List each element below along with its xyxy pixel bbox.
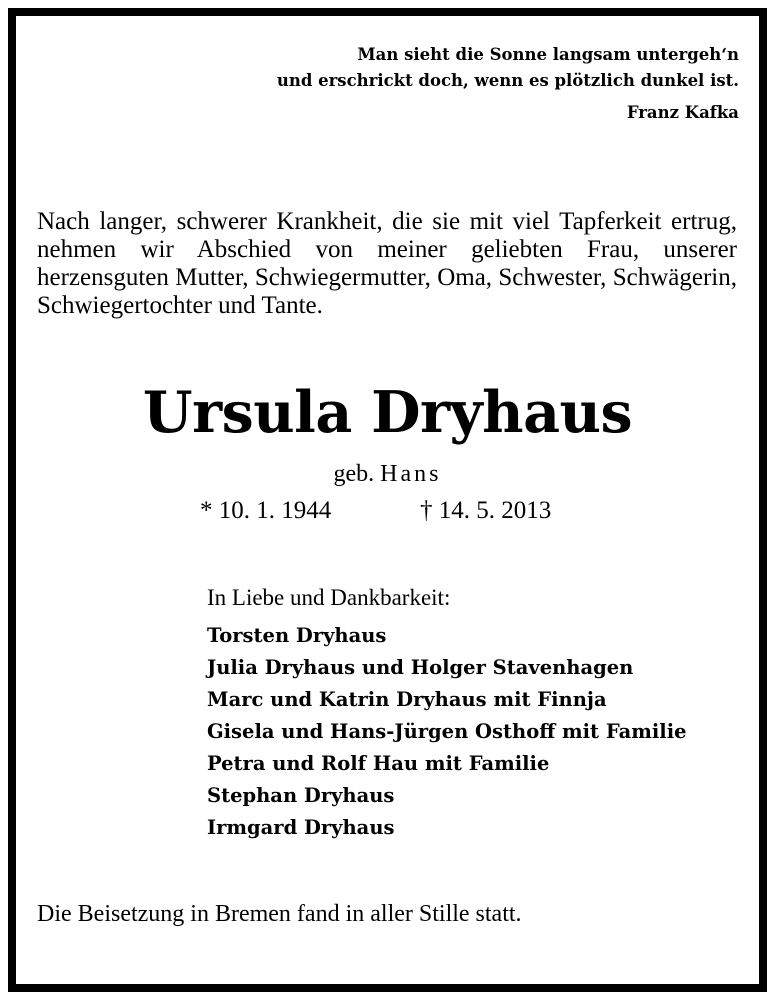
mourner-name: Stephan Dryhaus bbox=[207, 784, 395, 807]
intro-paragraph: Nach langer, schwerer Krankheit, die sie mit viel Tapferkeit ertrug, nehmen wir Abschied von meiner geliebten Frau, unserer herzensguten Mutter, Schwiegermutter, Oma, Schwester, Schwägerin, Schwiegertochter und Tante. bbox=[37, 208, 737, 319]
mourners-section bbox=[207, 582, 687, 844]
mourner-name: Torsten Dryhaus bbox=[207, 624, 387, 647]
birth-surname: Hans bbox=[380, 461, 442, 487]
quote-line-1: Man sieht die Sonne langsam untergeh‘n bbox=[357, 45, 739, 64]
mourners-heading: In Liebe und Dankbarkeit: bbox=[207, 585, 451, 610]
obituary-border bbox=[8, 8, 767, 992]
birth-name bbox=[0, 458, 775, 490]
quote-line-2: und erschrickt doch, wenn es plötzlich dunkel ist. bbox=[276, 71, 739, 90]
birth-date: * 10. 1. 1944 bbox=[200, 497, 332, 524]
mourner-name: Marc und Katrin Dryhaus mit Finnja bbox=[207, 688, 607, 711]
funeral-notice: Die Beisetzung in Bremen fand in aller Stille statt. bbox=[37, 901, 522, 927]
birth-prefix: geb. bbox=[333, 461, 375, 487]
mourner-name: Irmgard Dryhaus bbox=[207, 816, 395, 839]
mourner-name: Julia Dryhaus und Holger Stavenhagen bbox=[207, 656, 634, 679]
epigraph-quote bbox=[277, 42, 739, 126]
death-date: † 14. 5. 2013 bbox=[420, 497, 552, 524]
deceased-name: Ursula Dryhaus bbox=[142, 379, 633, 446]
quote-author: Franz Kafka bbox=[626, 103, 739, 122]
mourner-name: Gisela und Hans-Jürgen Osthoff mit Familie bbox=[207, 720, 687, 743]
mourner-name: Petra und Rolf Hau mit Familie bbox=[207, 752, 550, 775]
